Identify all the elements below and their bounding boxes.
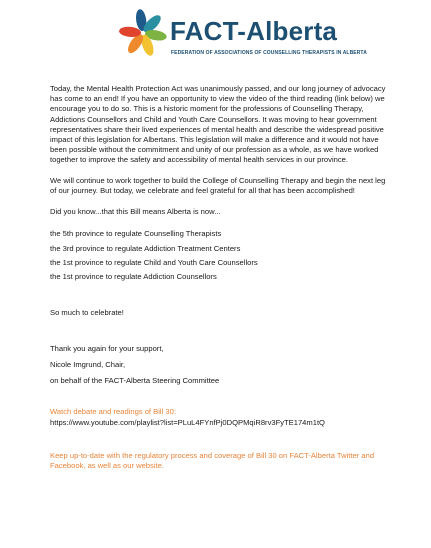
signature-block (50, 341, 392, 390)
youtube-link[interactable]: https://www.youtube.com/playlist?list=PLuL4FYnfPj0DQPMqiR8rv3FyTE174m1tQ (50, 417, 325, 427)
list-item: the 1st province to regulate Addiction Counsellors (50, 272, 217, 282)
intro-paragraph: Today, the Mental Health Protection Act was unanimously passed, and our long journey of advocacy has come to an end! If you have an opportunity to view the video of the third reading (link below) we encourage you to do so. This is a historic moment for the professions of Counselling Therapy, Addictions Counsellors and Child and Youth Care Counsellors. It was moving to hear government representatives share their lived experiences of mental health and describe the widespread positive impact of this legislation for Albertans. This legislation will make a difference and it would not have been possible without the commitment and unity of our profession as a whole, as we have worked together to improve the safety and accessibility of mental health services in our province. (50, 84, 386, 165)
province-list (50, 227, 392, 284)
did-you-know: Did you know...that this Bill means Alberta is now... (50, 206, 221, 216)
keep-up-paragraph[interactable]: Keep up-to-date with the regulatory process and coverage of Bill 30 on FACT-Alberta Twitter and Facebook, as well as our website. (50, 450, 375, 471)
header (0, 6, 431, 68)
watch-block (50, 407, 392, 427)
celebrate-line: So much to celebrate! (50, 307, 124, 317)
logo-wordmark: FACT-Alberta (170, 16, 338, 46)
logo-subtitle: FEDERATION OF ASSOCIATIONS OF COUNSELLING THERAPISTS IN ALBERTA (171, 50, 367, 56)
list-item: the 1st province to regulate Child and Youth Care Counsellors (50, 258, 258, 267)
list-item: the 3rd province to regulate Addiction Treatment Centers (50, 243, 241, 253)
letter-body (50, 84, 392, 471)
behalf-line: on behalf of the FACT-Alberta Steering Committee (50, 376, 220, 386)
continue-paragraph: We will continue to work together to build the College of Counselling Therapy and begin the next leg of our journey. But today, we celebrate and feel grateful for all that has been accomplished! (50, 176, 386, 196)
watch-label: Watch debate and readings of Bill 30: (50, 407, 176, 417)
list-item: the 5th province to regulate Counselling Therapists (50, 229, 222, 239)
signer-name: Nicole Imgrund, Chair, (50, 360, 126, 369)
thanks-line: Thank you again for your support, (50, 343, 164, 353)
fact-logo-icon (118, 8, 168, 58)
